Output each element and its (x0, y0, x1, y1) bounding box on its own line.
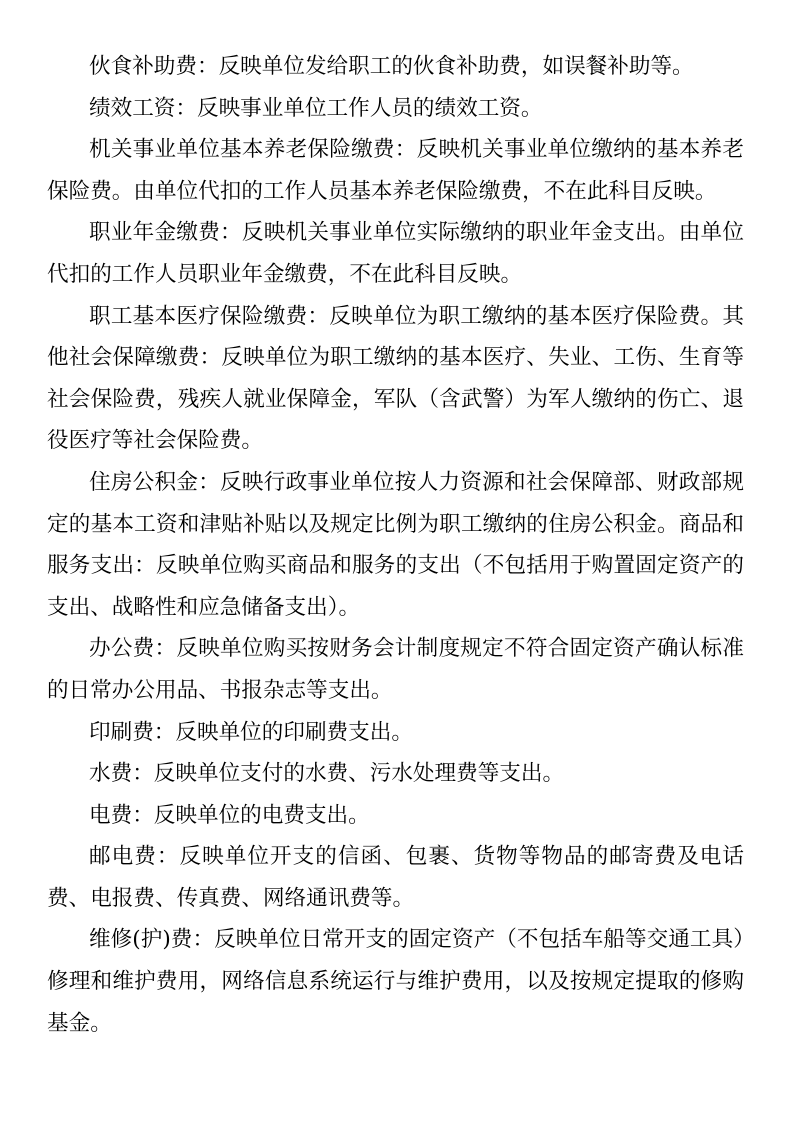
para-water-expense: 水费：反映单位支付的水费、污水处理费等支出。 (89, 761, 565, 787)
para-occupational-annuity: 职业年金缴费：反映机关事业单位实际缴纳的职业年金支出。由单位代扣的工作人员职业年金缴费，不在此科目反映。 (47, 220, 744, 287)
para-performance-pay: 绩效工资：反映事业单位工作人员的绩效工资。 (89, 95, 543, 121)
para-electricity-expense: 电费：反映单位的电费支出。 (89, 802, 370, 828)
para-postal-telecom-expense: 邮电费：反映单位开支的信函、包裹、货物等物品的邮寄费及电话费、电报费、传真费、网络通讯费等。 (47, 844, 744, 911)
para-housing-fund: 住房公积金：反映行政事业单位按人力资源和社会保障部、财政部规定的基本工资和津贴补贴以及规定比例为职工缴纳的住房公积金。商品和服务支出：反映单位购买商品和服务的支出（不包括用于购置固定资产的支出、战略性和应急储备支出）。 (47, 469, 744, 620)
para-medical-insurance: 职工基本医疗保险缴费：反映单位为职工缴纳的基本医疗保险费。其他社会保障缴费：反映单位为职工缴纳的基本医疗、失业、工伤、生育等社会保险费，残疾人就业保障金，军队（含武警）为军人缴纳的伤亡、退役医疗等社会保险费。 (47, 303, 744, 454)
para-pension-contribution: 机关事业单位基本养老保险缴费：反映机关事业单位缴纳的基本养老保险费。由单位代扣的工作人员基本养老保险缴费，不在此科目反映。 (47, 137, 744, 204)
para-maintenance-expense: 维修(护)费：反映单位日常开支的固定资产（不包括车船等交通工具）修理和维护费用，网络信息系统运行与维护费用，以及按规定提取的修购基金。 (47, 927, 744, 1036)
para-office-expense: 办公费：反映单位购买按财务会计制度规定不符合固定资产确认标准的日常办公用品、书报杂志等支出。 (47, 636, 744, 703)
para-printing-expense: 印刷费：反映单位的印刷费支出。 (89, 719, 413, 745)
para-meal-subsidy: 伙食补助费：反映单位发给职工的伙食补助费，如误餐补助等。 (89, 54, 694, 79)
